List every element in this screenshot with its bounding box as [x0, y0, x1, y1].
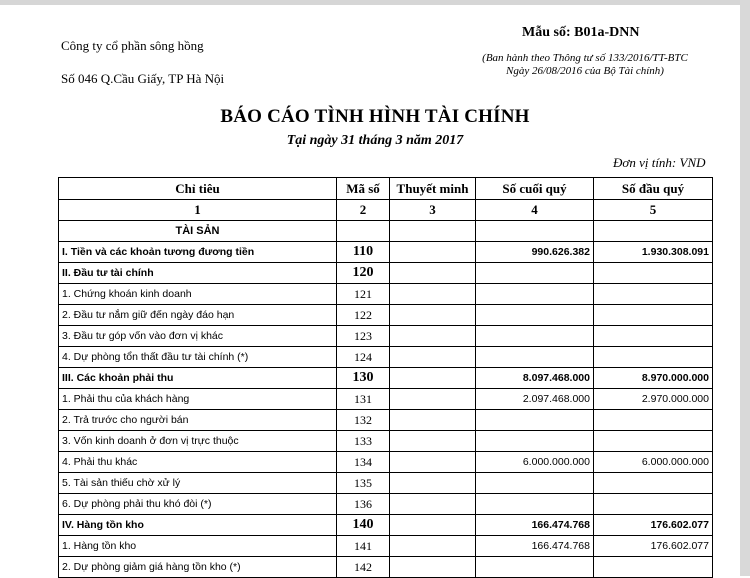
currency-unit: Đơn vị tính: VND [613, 155, 706, 170]
row-code: 120 [337, 263, 390, 284]
column-number: 3 [390, 200, 476, 221]
table-row [59, 410, 713, 431]
empty-cell [594, 221, 713, 242]
row-note [390, 494, 476, 515]
row-label: 6. Dự phòng phải thu khó đòi (*) [59, 494, 337, 515]
section-row [59, 221, 713, 242]
window-top-edge [0, 0, 750, 5]
issued-line-2: Ngày 26/08/2016 của Bộ Tài chính) [506, 65, 664, 77]
row-code: 140 [337, 515, 390, 536]
row-code: 141 [337, 536, 390, 557]
row-note [390, 389, 476, 410]
table-row [59, 431, 713, 452]
row-begin-value: 6.000.000.000 [594, 452, 713, 473]
row-begin-value: 1.930.308.091 [594, 242, 713, 263]
row-note [390, 515, 476, 536]
row-begin-value [594, 305, 713, 326]
row-end-value: 166.474.768 [476, 536, 594, 557]
row-note [390, 557, 476, 578]
table-row [59, 389, 713, 410]
row-label: 4. Phải thu khác [59, 452, 337, 473]
row-code: 122 [337, 305, 390, 326]
row-begin-value [594, 347, 713, 368]
row-end-value [476, 284, 594, 305]
report-title: BÁO CÁO TÌNH HÌNH TÀI CHÍNH [220, 106, 530, 127]
row-end-value: 990.626.382 [476, 242, 594, 263]
row-code: 136 [337, 494, 390, 515]
row-end-value [476, 410, 594, 431]
row-end-value: 2.097.468.000 [476, 389, 594, 410]
row-end-value [476, 473, 594, 494]
table-row [59, 242, 713, 263]
row-begin-value [594, 410, 713, 431]
row-end-value: 166.474.768 [476, 515, 594, 536]
column-number: 5 [594, 200, 713, 221]
row-label: 2. Trả trước cho người bán [59, 410, 337, 431]
table-row [59, 494, 713, 515]
form-number: Mẫu số: B01a-DNN [522, 25, 640, 40]
vertical-scrollbar[interactable] [740, 0, 750, 576]
table-row [59, 557, 713, 578]
row-end-value [476, 263, 594, 284]
row-code: 135 [337, 473, 390, 494]
header-indicator: Chỉ tiêu [59, 178, 337, 200]
row-code: 110 [337, 242, 390, 263]
row-label: 1. Phải thu của khách hàng [59, 389, 337, 410]
row-note [390, 452, 476, 473]
row-note [390, 473, 476, 494]
row-note [390, 242, 476, 263]
row-code: 134 [337, 452, 390, 473]
issued-line-1: (Ban hành theo Thông tư số 133/2016/TT-BTC [482, 52, 688, 64]
row-code: 123 [337, 326, 390, 347]
row-label: 3. Vốn kinh doanh ở đơn vị trực thuộc [59, 431, 337, 452]
row-note [390, 263, 476, 284]
row-note [390, 536, 476, 557]
company-name: Công ty cổ phần sông hồng [61, 38, 204, 53]
row-note [390, 305, 476, 326]
row-end-value [476, 326, 594, 347]
row-note [390, 431, 476, 452]
column-number: 2 [337, 200, 390, 221]
row-label: 4. Dự phòng tổn thất đầu tư tài chính (*) [59, 347, 337, 368]
table-row [59, 515, 713, 536]
row-note [390, 326, 476, 347]
row-label: 5. Tài sản thiếu chờ xử lý [59, 473, 337, 494]
row-label: 1. Chứng khoán kinh doanh [59, 284, 337, 305]
empty-cell [476, 221, 594, 242]
row-end-value [476, 431, 594, 452]
table-row [59, 326, 713, 347]
row-begin-value [594, 431, 713, 452]
table-row [59, 473, 713, 494]
row-label: 2. Dự phòng giảm giá hàng tồn kho (*) [59, 557, 337, 578]
row-begin-value: 176.602.077 [594, 515, 713, 536]
row-begin-value [594, 557, 713, 578]
header-begin-quarter: Số đầu quý [594, 178, 713, 200]
row-end-value [476, 494, 594, 515]
row-label: 2. Đầu tư nắm giữ đến ngày đáo hạn [59, 305, 337, 326]
row-begin-value: 2.970.000.000 [594, 389, 713, 410]
row-begin-value [594, 473, 713, 494]
row-label: 1. Hàng tồn kho [59, 536, 337, 557]
header-code: Mã số [337, 178, 390, 200]
table-row [59, 263, 713, 284]
header-end-quarter: Số cuối quý [476, 178, 594, 200]
section-label: TÀI SẢN [59, 221, 337, 242]
table-row [59, 305, 713, 326]
column-number: 1 [59, 200, 337, 221]
table-row [59, 284, 713, 305]
row-label: II. Đầu tư tài chính [59, 263, 337, 284]
row-code: 130 [337, 368, 390, 389]
row-end-value: 8.097.468.000 [476, 368, 594, 389]
company-address: Số 046 Q.Cầu Giấy, TP Hà Nội [61, 71, 225, 86]
financial-table [58, 177, 713, 578]
row-begin-value [594, 494, 713, 515]
row-label: I. Tiền và các khoản tương đương tiền [59, 242, 337, 263]
row-note [390, 284, 476, 305]
row-code: 131 [337, 389, 390, 410]
row-code: 124 [337, 347, 390, 368]
column-number: 4 [476, 200, 594, 221]
row-label: III. Các khoản phải thu [59, 368, 337, 389]
row-begin-value [594, 326, 713, 347]
table-row [59, 452, 713, 473]
row-end-value [476, 347, 594, 368]
row-code: 142 [337, 557, 390, 578]
row-note [390, 368, 476, 389]
row-note [390, 347, 476, 368]
table-row [59, 347, 713, 368]
table-row [59, 536, 713, 557]
row-end-value [476, 305, 594, 326]
issued-note [440, 52, 730, 78]
row-code: 133 [337, 431, 390, 452]
row-begin-value: 8.970.000.000 [594, 368, 713, 389]
row-note [390, 410, 476, 431]
row-code: 121 [337, 284, 390, 305]
row-end-value [476, 557, 594, 578]
empty-cell [390, 221, 476, 242]
column-number-row [59, 200, 713, 221]
table-header-row [59, 178, 713, 200]
row-label: IV. Hàng tồn kho [59, 515, 337, 536]
report-date: Tại ngày 31 tháng 3 năm 2017 [286, 133, 464, 148]
row-begin-value [594, 284, 713, 305]
header-note: Thuyết minh [390, 178, 476, 200]
table-row [59, 368, 713, 389]
empty-cell [337, 221, 390, 242]
row-code: 132 [337, 410, 390, 431]
row-end-value: 6.000.000.000 [476, 452, 594, 473]
row-begin-value: 176.602.077 [594, 536, 713, 557]
row-begin-value [594, 263, 713, 284]
row-label: 3. Đầu tư góp vốn vào đơn vị khác [59, 326, 337, 347]
